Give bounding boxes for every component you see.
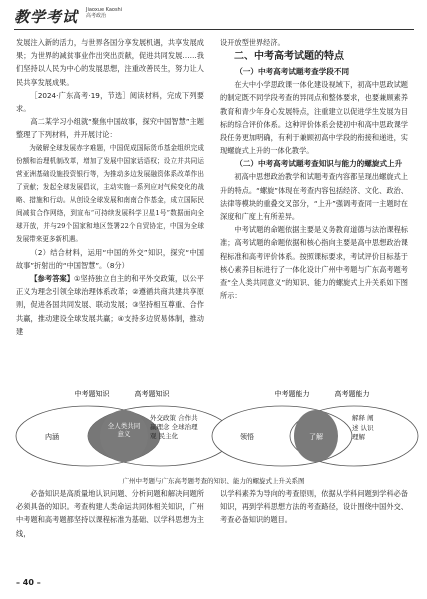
venn-left-right-text: 外交政策 合作共赢理念 全球治理观 民主化 xyxy=(150,414,198,440)
right-lead-text: 设开放型世界经济。 xyxy=(220,38,285,47)
material-quote: 为破解全球发展赤字难题，中国促成国际货币基金组织完成份额和治理机制改革，增加了发展中国家话语权；设立并共同运营亚洲基础设施投资银行等，为推动多边发展融资体系改革作出了贡献；发起全球发展倡议，主动实施一系列应对气候变化的战略、措施和行动。从创设全球发展和南南合作基金，成立国际民间减贫合作网络，到宣布“可持续发展科学卫星1号”数据面向全球开放，并与29个国家和地区签署22个自贸协定，中国为全球发展带来更多新机遇。 xyxy=(16,142,204,246)
venn-right-left-text: 领悟 xyxy=(240,433,254,441)
right-column xyxy=(220,36,408,302)
bottom-right-paragraph: 以学科素养为导向的考查原则，依据从学科问题到学科必备知识，再到学科思想方法的考查路径，设计围绕中国外交、考查必备知识的题目。 xyxy=(220,489,408,525)
left-paragraph-2: ［2024·广东高考·19，节选］阅读材料，完成下列要求。 xyxy=(16,90,204,114)
venn-left-center-label xyxy=(106,422,142,452)
subsection-1-text: 在大中小学思政课一体化建设视域下，初高中思政试题的制定既不同学段考查的异同点和整体要求，也要兼顾素养教育和青少年身心发展特点，注重建立以促进学生发展为目标的综合评价体系。这种评价体系会使初中和高中思政课学段任务更加明确，有利于兼顾初高中学段的衔接和递进，实现螺旋式上升的一体化教学。 xyxy=(220,80,408,156)
venn-left-title-b: 高考题知识 xyxy=(134,390,170,398)
reference-answer xyxy=(16,272,204,338)
question-text: （2）结合材料，运用“中国的外交”知识，探究“中国故事”折射出的“中国智慧”。（8分） xyxy=(16,247,204,270)
venn-right-title-a: 中考题能力 xyxy=(274,390,310,398)
venn-left-center-text: 全人类共同意义 xyxy=(107,422,141,438)
magazine-brand: 教学考试 xyxy=(14,8,79,26)
venn-right-center-text: 了解 xyxy=(309,433,323,441)
header-divider xyxy=(14,29,414,30)
answer-label: 【参考答案】 xyxy=(30,274,74,284)
subsection-2-text-2: 中考试题的命题依据主要是义务教育道德与法治课程标准；高考试题的命题依据和核心指向主要是高中思想政治课程标准和高考评价体系。按照课标要求，考试评价目标基于核心素养目标进行了一体化设计广州中考题与广东高考题考查“全人类共同意义”的知识、能力的螺旋式上升关系如下图所示： xyxy=(220,225,408,301)
subsection-1-title: （一）中考高考试题考查学段不同 xyxy=(235,67,350,77)
page-number: – 40 – xyxy=(16,578,41,587)
left-paragraph-1: 发展注入新的活力，与世界各国分享发展机遇，共享发展成果；为世界的减贫事业作出突出贡献，促进共同发展……我们坚持以人民为中心的发展思想，注重改善民生，努力让人民共享发展成果。 xyxy=(16,38,204,87)
venn-right-right-label xyxy=(352,414,380,460)
venn-left-right-label xyxy=(150,414,202,459)
venn-right-right-text: 解释 阐述 认识 理解 xyxy=(352,414,374,441)
subsection-2-text: 初高中思想政治教学和试题考查内容都呈现出螺旋式上升的特点。“螺旋”体现在考查内容包括经济、文化、政治、法律等模块的重叠交叉部分，“上升”强调考查同一主题时在深度和广度上有所差异。 xyxy=(220,172,408,222)
subsection-2-title: （二）中考高考试题考查知识与能力的螺旋式上升 xyxy=(235,159,403,169)
venn-left-title-a: 中考题知识 xyxy=(74,390,110,398)
answer-text: ①坚持独立自主的和平外交政策，以公平正义为理念引领全球治理体系改革；②遵循共商共建共享原则，促进各国共同发展、联动发展；③坚持相互尊重、合作共赢，推动建设全球发展共赢；④支持多边贸易体制，推动建 xyxy=(16,274,204,336)
figure-caption: 广州中考题与广东高考题考查的知识、能力的螺旋式上升关系图 xyxy=(122,477,305,485)
left-column xyxy=(16,36,204,338)
venn-left-left-text: 内涵 xyxy=(45,433,59,441)
magazine-brand-subtitle: Jiaoxue Kaoshi 高考政治 xyxy=(86,7,123,19)
page-header xyxy=(0,0,427,30)
venn-right-title-b: 高考题能力 xyxy=(334,390,370,398)
left-paragraph-3: 高二某学习小组就“聚焦中国故事，探究中国智慧”主题整理了下列材料，并开展讨论： xyxy=(16,117,204,140)
bottom-left-paragraph: 必备知识是高质量地认识问题、分析问题和解决问题所必须具备的知识。考查构建人类命运共同体相关知识，广州中考题和高考题都坚持以课程标准为基础、以学科思想为主线， xyxy=(16,489,204,538)
knowledge-ability-venn-figure xyxy=(0,384,427,476)
section-title: 二、中考高考试题的特点 xyxy=(234,51,344,63)
